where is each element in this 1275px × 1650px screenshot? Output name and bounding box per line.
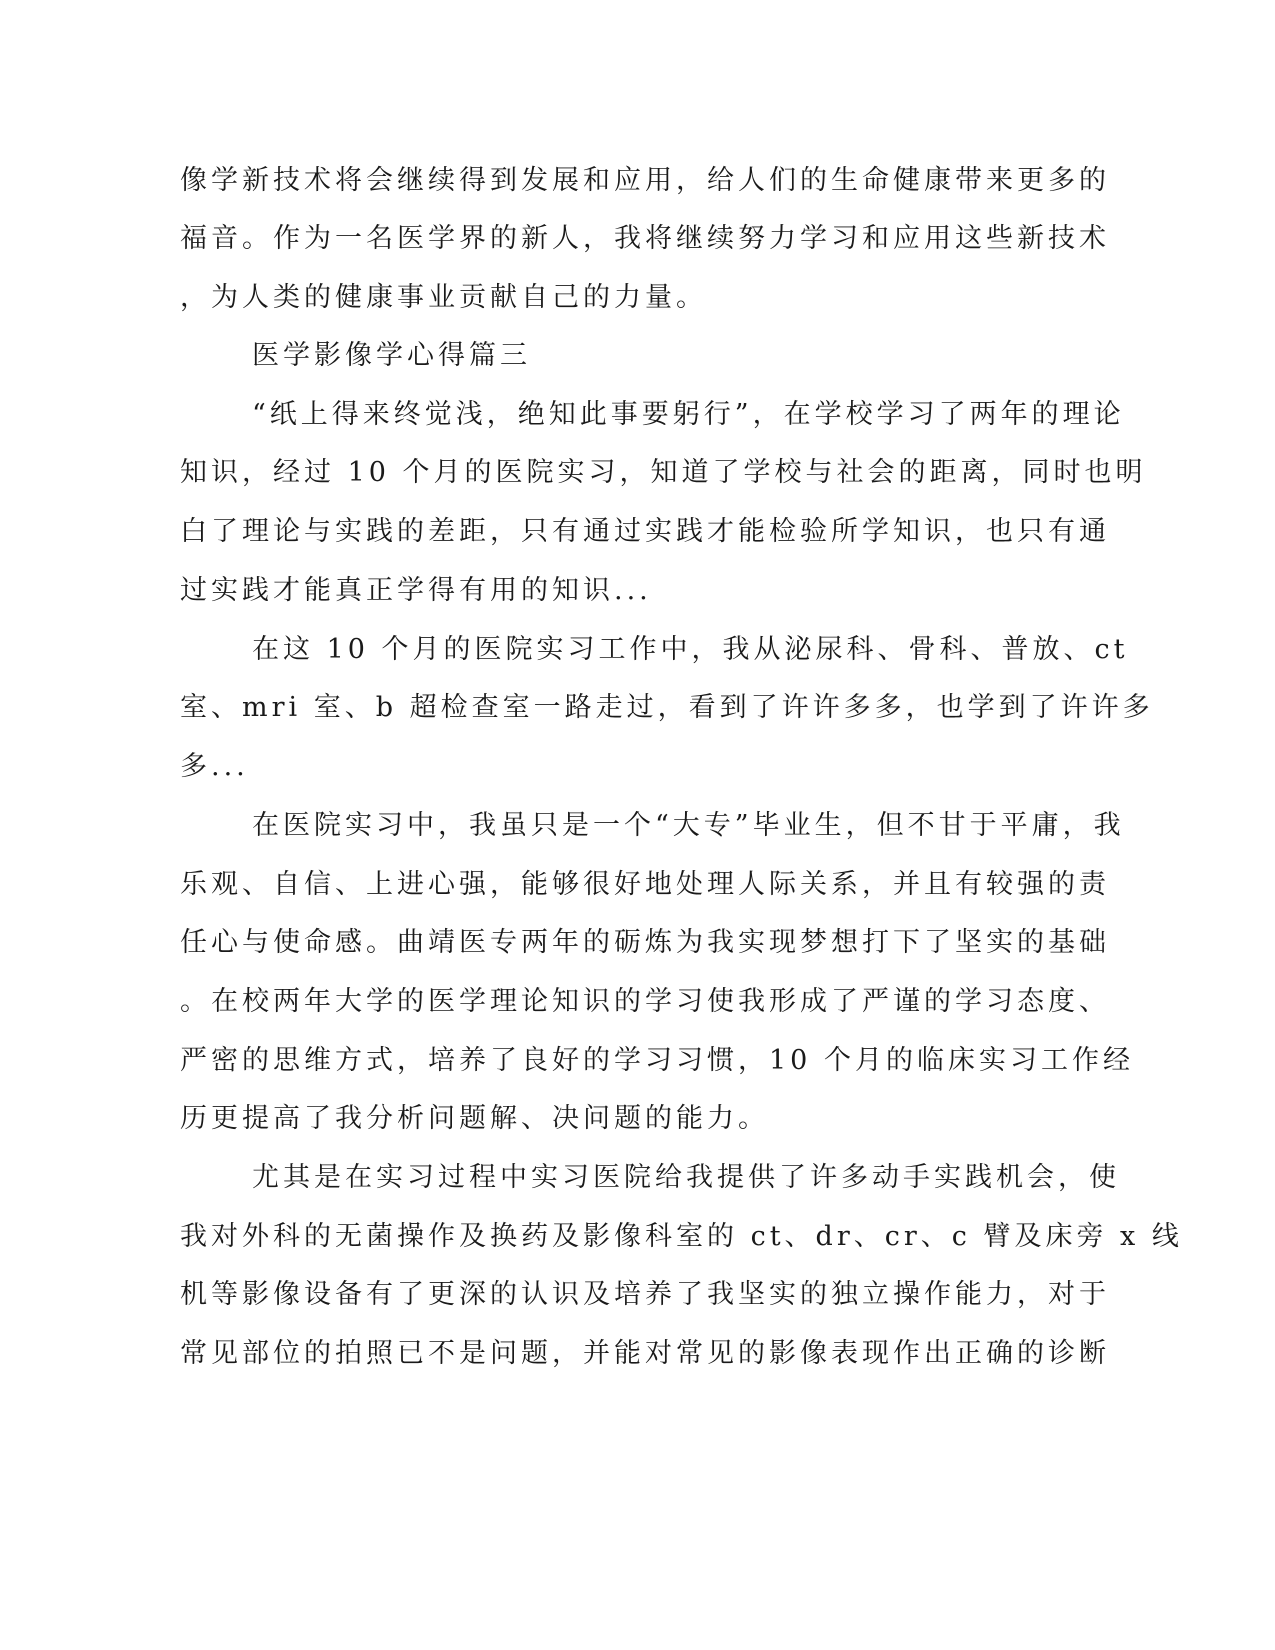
section-heading: 医学影像学心得篇三 xyxy=(252,340,531,371)
text-line: 白了理论与实践的差距，只有通过实践才能检验所学知识，也只有通 xyxy=(180,516,1110,547)
text-line: 过实践才能真正学得有用的知识... xyxy=(180,575,652,606)
text-line: 像学新技术将会继续得到发展和应用，给人们的生命健康带来更多的 xyxy=(180,165,1110,196)
text-line: 尤其是在实习过程中实习医院给我提供了许多动手实践机会，使 xyxy=(252,1162,1120,1193)
text-line: 福音。作为一名医学界的新人，我将继续努力学习和应用这些新技术 xyxy=(180,223,1110,254)
text-line: 在这 10 个月的医院实习工作中，我从泌尿科、骨科、普放、ct xyxy=(252,634,1129,665)
text-line: “纸上得来终觉浅，绝知此事要躬行”，在学校学习了两年的理论 xyxy=(252,399,1125,430)
text-line: 知识，经过 10 个月的医院实习，知道了学校与社会的距离，同时也明 xyxy=(180,457,1147,488)
text-line: ，为人类的健康事业贡献自己的力量。 xyxy=(180,282,707,313)
text-line: 。在校两年大学的医学理论知识的学习使我形成了严谨的学习态度、 xyxy=(180,986,1110,1017)
text-line: 室、mri 室、b 超检查室一路走过，看到了许许多多，也学到了许许多 xyxy=(180,692,1154,723)
text-line: 严密的思维方式，培养了良好的学习习惯，10 个月的临床实习工作经 xyxy=(180,1045,1134,1076)
text-line: 任心与使命感。曲靖医专两年的砺炼为我实现梦想打下了坚实的基础 xyxy=(180,927,1110,958)
text-line: 乐观、自信、上进心强，能够很好地处理人际关系，并且有较强的责 xyxy=(180,869,1110,900)
text-line: 多... xyxy=(180,751,249,782)
text-line: 在医院实习中，我虽只是一个“大专”毕业生，但不甘于平庸，我 xyxy=(252,810,1125,841)
text-line: 我对外科的无菌操作及换药及影像科室的 ct、dr、cr、c 臂及床旁 x 线 xyxy=(180,1221,1183,1252)
text-line: 机等影像设备有了更深的认识及培养了我坚实的独立操作能力，对于 xyxy=(180,1279,1110,1310)
text-line: 常见部位的拍照已不是问题，并能对常见的影像表现作出正确的诊断 xyxy=(180,1338,1110,1369)
text-line: 历更提高了我分析问题解、决问题的能力。 xyxy=(180,1103,769,1134)
